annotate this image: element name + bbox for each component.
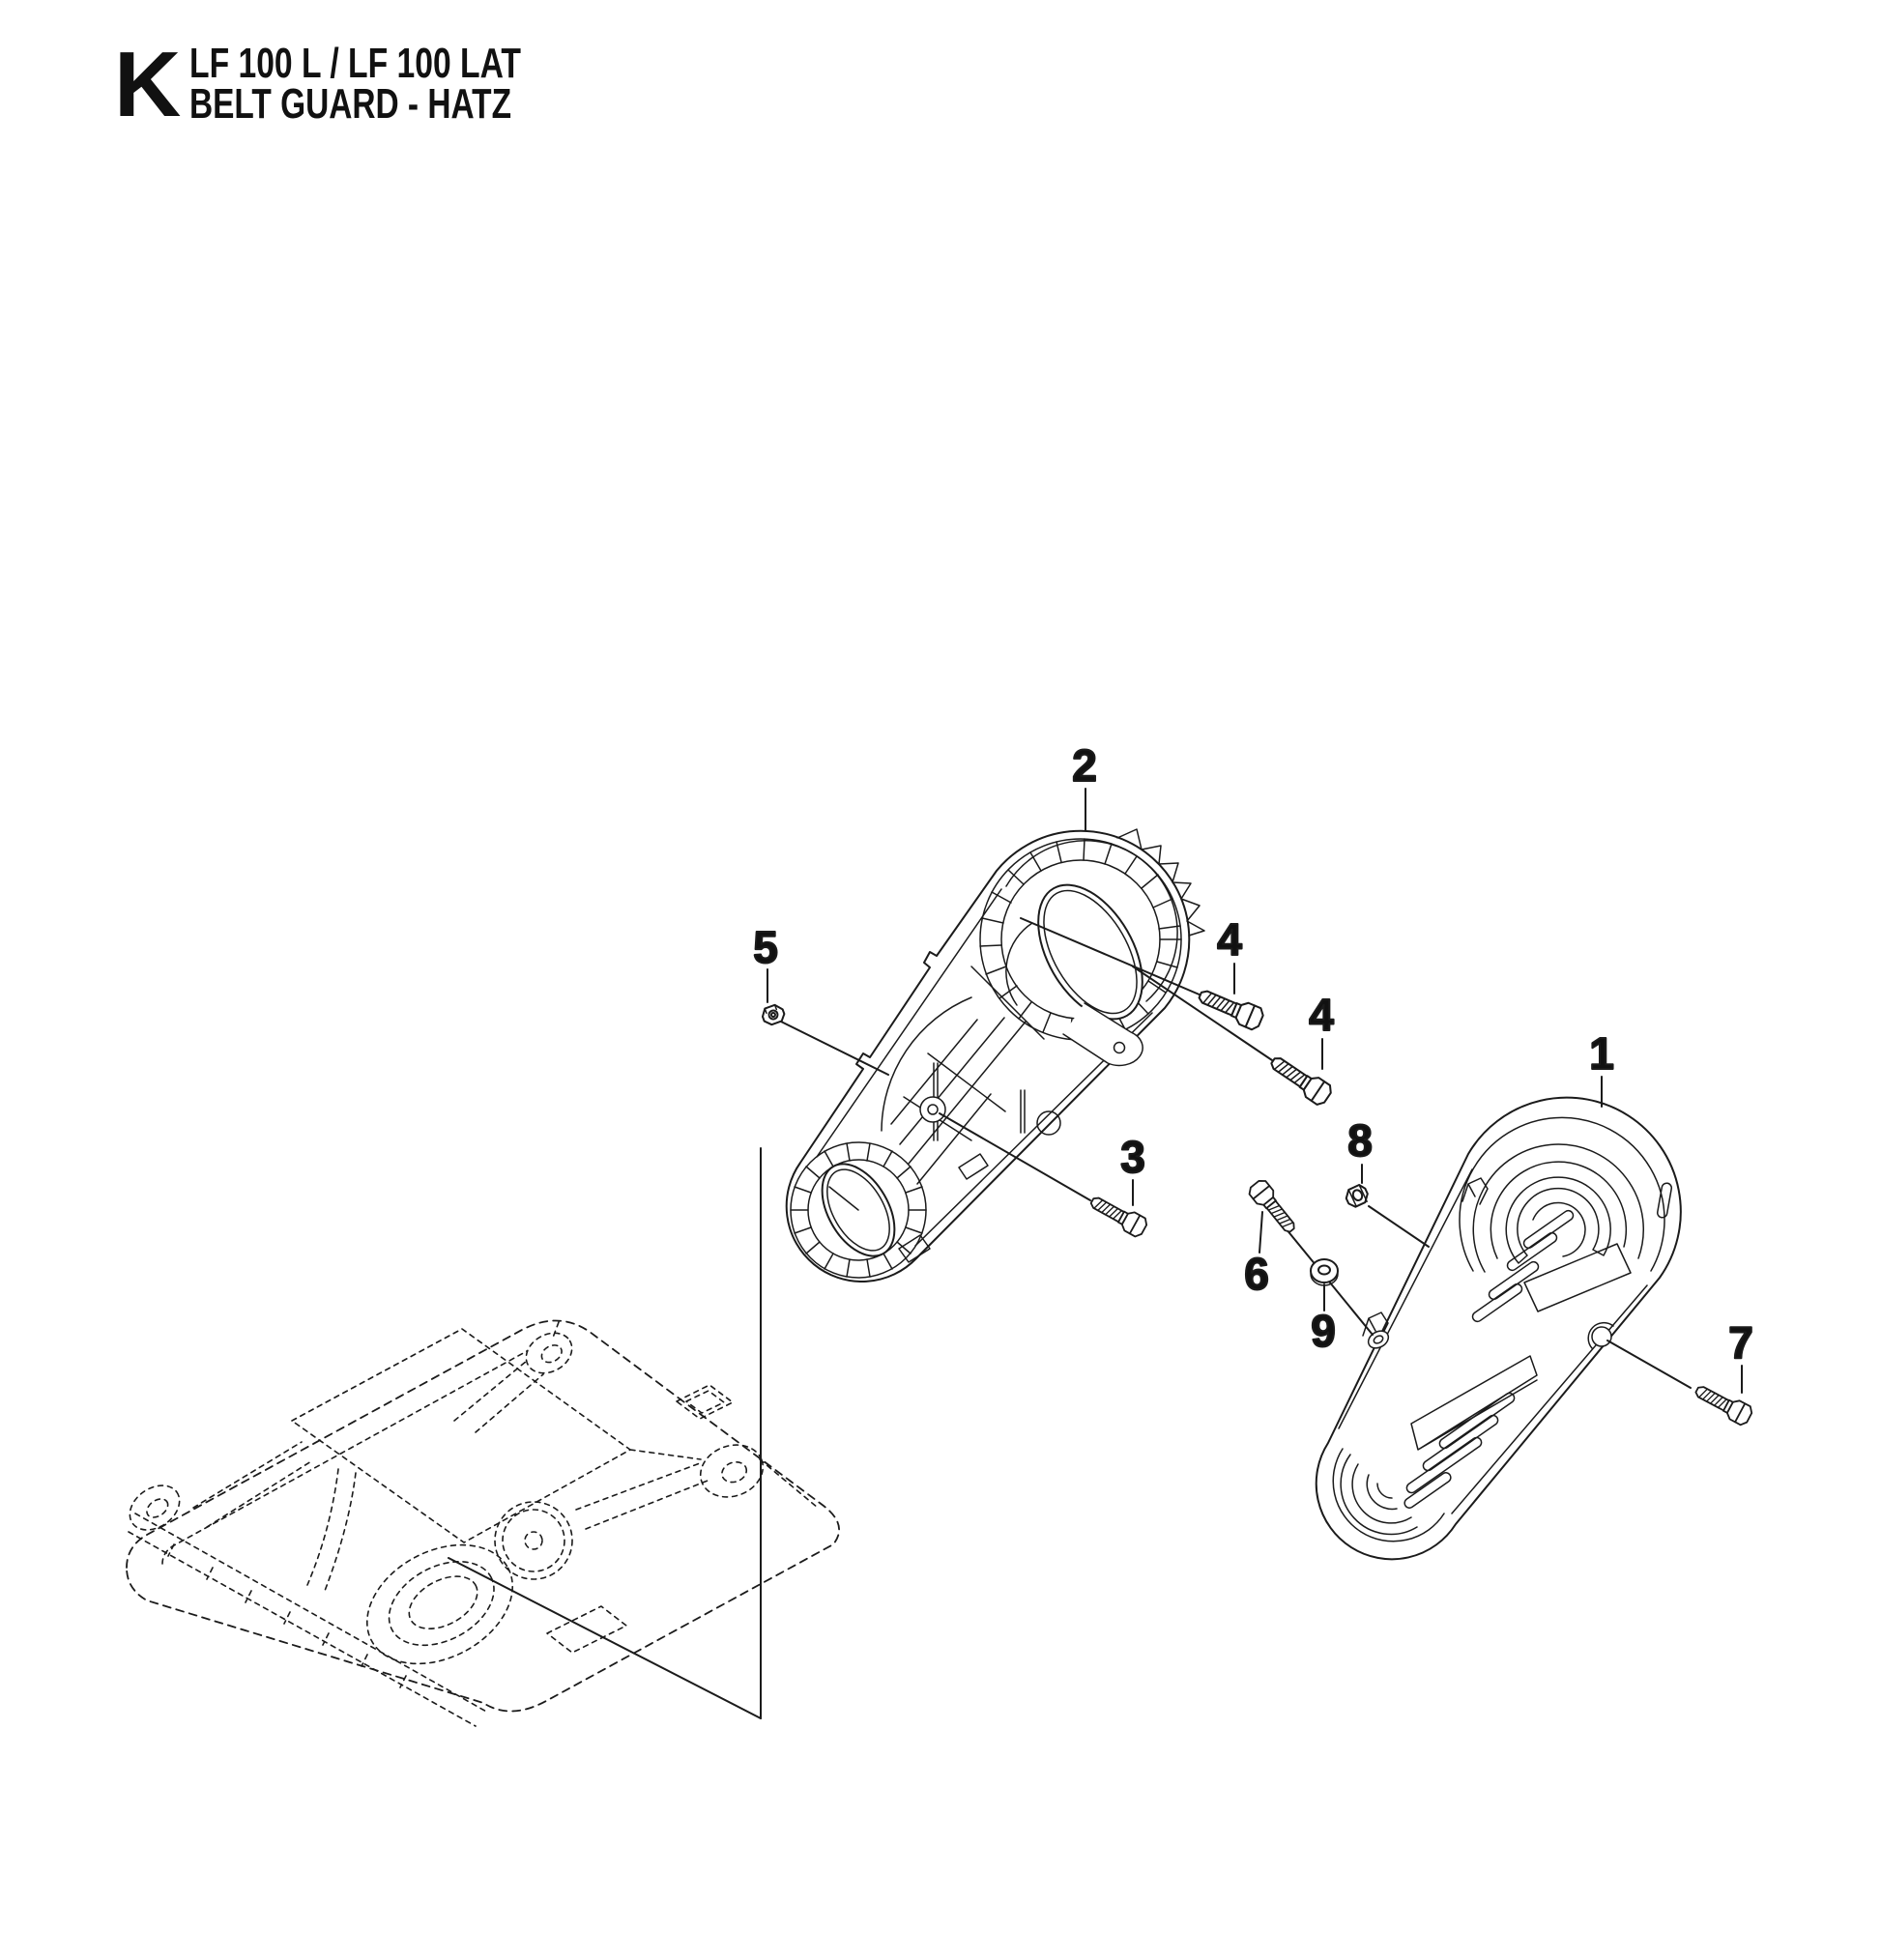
spring-clip-nut-icon [1344, 1183, 1371, 1209]
hex-flange-bolt-icon [1247, 1178, 1300, 1237]
flat-washer-icon [1311, 1259, 1338, 1285]
title-block [114, 33, 521, 136]
page-subtitle: BELT GUARD - HATZ [189, 80, 511, 128]
callout-9-label: 9 [1311, 1306, 1336, 1356]
callout-4-label: 4 [1217, 914, 1242, 965]
callout-2-label: 2 [1072, 740, 1097, 791]
callout-3-label: 3 [1120, 1132, 1145, 1182]
section-plane-lines [449, 1148, 761, 1718]
callout-7-label: 7 [1728, 1317, 1753, 1368]
hex-flange-bolt-icon [1693, 1381, 1754, 1427]
callout-8-label: 8 [1347, 1115, 1373, 1166]
callout-4b-label: 4 [1309, 990, 1334, 1040]
section-letter: K [114, 33, 182, 136]
hex-flange-bolt-icon [1196, 985, 1265, 1032]
hex-flange-bolt-icon [1266, 1052, 1334, 1108]
machine-body-phantom-outline [122, 1320, 840, 1726]
callout-1-label: 1 [1589, 1028, 1614, 1079]
outer-belt-guard-cover-part-1 [1317, 1098, 1681, 1560]
page-title: LF 100 L / LF 100 LAT [189, 40, 522, 87]
callout-6-label: 6 [1244, 1249, 1269, 1299]
hex-flange-bolt-icon [1087, 1192, 1149, 1239]
callout-5-label: 5 [753, 922, 778, 972]
